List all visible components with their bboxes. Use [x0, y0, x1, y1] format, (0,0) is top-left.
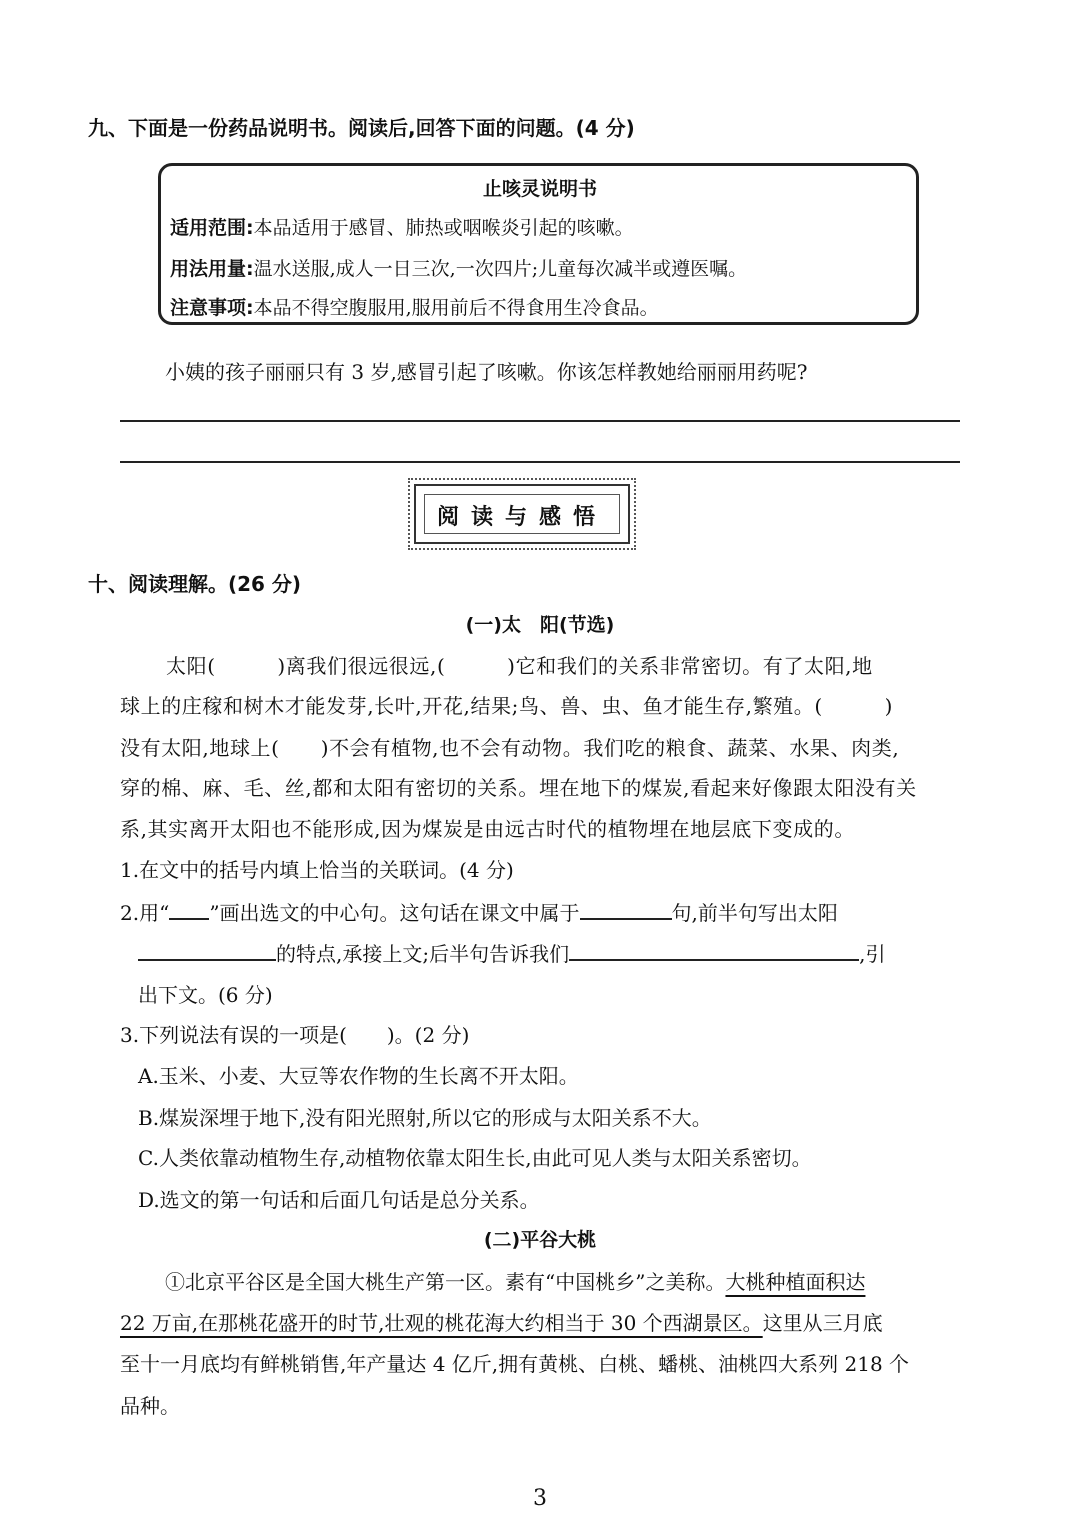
passage2-title: (二)平谷大桃 — [483, 1229, 597, 1251]
option-b[interactable]: B.煤炭深埋于地下,没有阳光照射,所以它的形成与太阳关系不大。 — [138, 1106, 712, 1130]
blank-feature[interactable] — [138, 937, 276, 961]
answer-line[interactable] — [120, 420, 960, 422]
q9-question: 小姨的孩子丽丽只有 3 岁,感冒引起了咳嗽。你该怎样教她给丽丽用药呢? — [165, 360, 808, 384]
passage-line: 球上的庄稼和树木才能发芽,长叶,开花,结果;鸟、兽、虫、鱼才能生存,繁殖。( ) — [120, 694, 893, 718]
passage2-line: 品种。 — [120, 1394, 180, 1418]
passage-line: 系,其实离开太阳也不能形成,因为煤炭是由远古时代的植物埋在地层底下变成的。 — [120, 817, 855, 841]
item-2-line1 — [120, 896, 838, 926]
item-2-text: 句,前半句写出太阳 — [671, 901, 838, 925]
passage-line: 没有太阳,地球上( )不会有植物,也不会有动物。我们吃的粮食、蔬菜、水果、肉类, — [120, 736, 900, 760]
option-a[interactable]: A.玉米、小麦、大豆等农作物的生长离不开太阳。 — [138, 1064, 579, 1088]
underlined-text: 22 万亩,在那桃花盛开的时节,壮观的桃花海大约相当于 30 个西湖景区。 — [120, 1311, 763, 1335]
item-2-line2 — [138, 937, 885, 967]
passage2-line — [165, 1266, 865, 1295]
instruction-row — [170, 254, 747, 281]
passage2-line: 至十一月底均有鲜桃销售,年产量达 4 亿斤,拥有黄桃、白桃、蟠桃、油桃四大系列 218 个 — [120, 1352, 910, 1376]
page-number: 3 — [533, 1486, 547, 1511]
instruction-title: 止咳灵说明书 — [482, 178, 597, 200]
item-2-text: ,引 — [859, 942, 886, 966]
q9-title: 九、下面是一份药品说明书。阅读后,回答下面的问题。(4 分) — [88, 116, 635, 140]
passage2-text: ①北京平谷区是全国大桃生产第一区。素有“中国桃乡”之美称。 — [165, 1270, 726, 1294]
blank-sentence-type[interactable] — [580, 896, 672, 920]
row-label: 适用范围: — [170, 217, 254, 239]
passage2-line — [120, 1307, 883, 1336]
blank-mark[interactable] — [169, 896, 209, 920]
row-text: 本品不得空腹服用,服用前后不得食用生冷食品。 — [253, 297, 659, 319]
row-text: 本品适用于感冒、肺热或咽喉炎引起的咳嗽。 — [253, 217, 634, 239]
option-d[interactable]: D.选文的第一句话和后面几句话是总分关系。 — [138, 1188, 540, 1212]
item-2-text: 2.用“ — [120, 901, 170, 925]
item-1: 1.在文中的括号内填上恰当的关联词。(4 分) — [120, 858, 514, 882]
row-label: 注意事项: — [170, 297, 254, 319]
row-label: 用法用量: — [170, 258, 254, 280]
passage-line: 太阳( )离我们很远很远,( )它和我们的关系非常密切。有了太阳,地 — [166, 654, 873, 678]
item-3: 3.下列说法有误的一项是( )。(2 分) — [120, 1023, 470, 1047]
q10-title: 十、阅读理解。(26 分) — [88, 572, 302, 596]
item-2-line3: 出下文。(6 分) — [138, 983, 273, 1007]
item-2-text: ”画出选文的中心句。这句话在课文中属于 — [209, 901, 580, 925]
option-c[interactable]: C.人类依靠动植物生存,动植物依靠太阳生长,由此可见人类与太阳关系密切。 — [138, 1146, 812, 1170]
instruction-row — [170, 293, 659, 320]
passage-line: 穿的棉、麻、毛、丝,都和太阳有密切的关系。埋在地下的煤炭,看起来好像跟太阳没有关 — [120, 776, 917, 800]
row-text: 温水送服,成人一日三次,一次四片;儿童每次减半或遵医嘱。 — [253, 258, 748, 280]
blank-tells-us[interactable] — [569, 937, 859, 961]
instruction-row — [170, 213, 634, 240]
underlined-text: 大桃种植面积达 — [725, 1270, 866, 1294]
passage2-text: 这里从三月底 — [762, 1311, 883, 1335]
passage1-title: (一)太 阳(节选) — [465, 614, 615, 636]
section-banner — [414, 484, 630, 544]
banner-title: 阅读与感悟 — [436, 504, 607, 530]
item-2-text: 的特点,承接上文;后半句告诉我们 — [276, 942, 570, 966]
answer-line[interactable] — [120, 461, 960, 463]
